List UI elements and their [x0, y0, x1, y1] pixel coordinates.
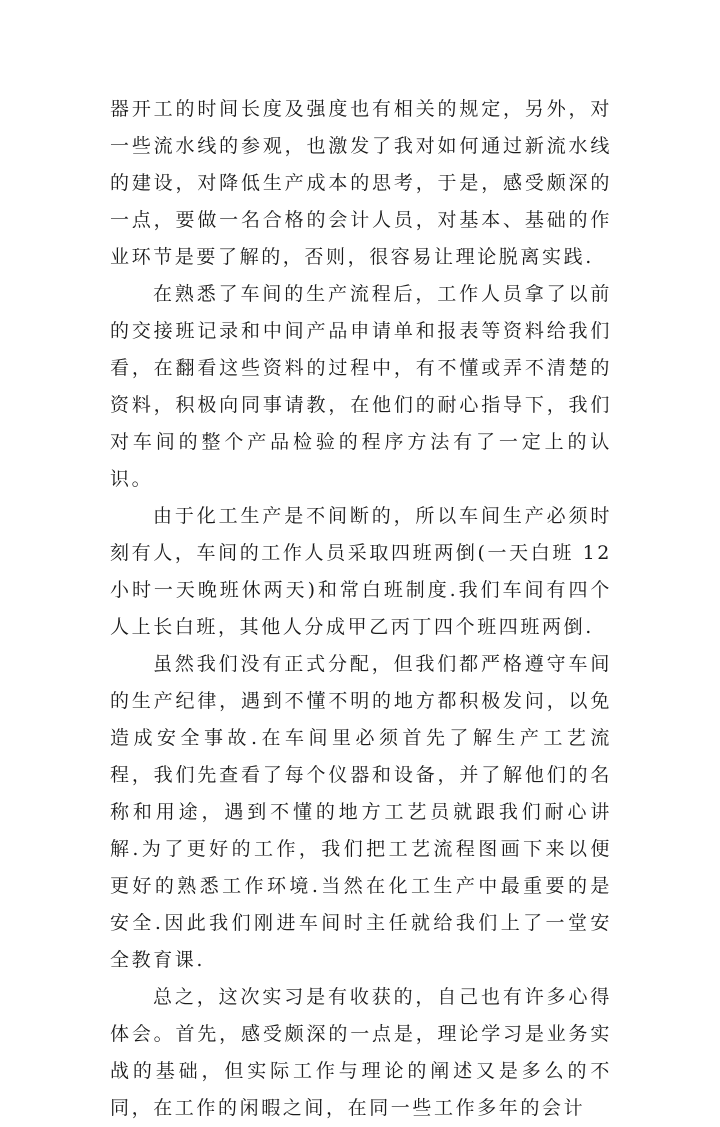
paragraph-5: 总之，这次实习是有收获的，自己也有许多心得体会。首先，感受颇深的一点是，理论学习是业务实战的基础，但实际工作与理论的阐述又是多么的不同，在工作的闲暇之间，在同一些工作多年的会计: [110, 986, 612, 1119]
document-page: [110, 91, 612, 1127]
paragraph-2: 在熟悉了车间的生产流程后，工作人员拿了以前的交接班记录和中间产品申请单和报表等资料给我们看，在翻看这些资料的过程中，有不懂或弄不清楚的资料，积极向同事请教，在他们的耐心指导下，我们对车间的整个产品检验的程序方法有了一定上的认识。: [110, 283, 612, 490]
paragraph-4: 虽然我们没有正式分配，但我们都严格遵守车间的生产纪律，遇到不懂不明的地方都积极发问，以免造成安全事故.在车间里必须首先了解生产工艺流程，我们先查看了每个仪器和设备，并了解他们的名称和用途，遇到不懂的地方工艺员就跟我们耐心讲解.为了更好的工作，我们把工艺流程图画下来以便更好的熟悉工作环境.当然在化工生产中最重要的是安全.因此我们刚进车间时主任就给我们上了一堂安全教育课.: [110, 653, 612, 971]
paragraph-1: 器开工的时间长度及强度也有相关的规定，另外，对一些流水线的参观，也激发了我对如何通过新流水线的建设，对降低生产成本的思考，于是，感受颇深的一点，要做一名合格的会计人员，对基本、基础的作业环节是要了解的，否则，很容易让理论脱离实践.: [110, 98, 612, 268]
paragraph-3: 由于化工生产是不间断的，所以车间生产必须时刻有人，车间的工作人员采取四班两倒(一天白班 12 小时一天晚班休两天)和常白班制度.我们车间有四个人上长白班，其他人分成甲乙丙丁四个班四班两倒.: [110, 505, 612, 638]
